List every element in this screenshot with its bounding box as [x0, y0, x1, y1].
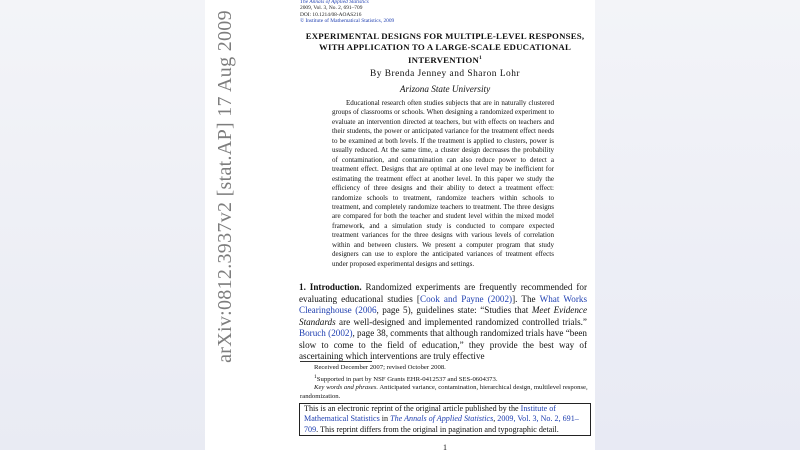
arxiv-stamp: [200, 9, 250, 363]
funding-note: [300, 373, 588, 385]
reprint-notice: [299, 403, 591, 436]
intro-text: are well-designed and implemented randomized controlled trials.”: [335, 316, 587, 327]
journal-header: [300, 0, 394, 24]
intro-text: , page 38, comments that although randomized trials have “been slow to come to the field of education,” they provide the best way of ascertaining which interventions are truly effective: [299, 328, 587, 362]
journal-copyright[interactable]: © Institute of Mathematical Statistics, 2009: [300, 17, 395, 24]
volume-link[interactable]: 2009, Vol. 3, No. 2, 691–709: [304, 414, 579, 434]
journal-volume: 2009, Vol. 3, No. 2, 691–709: [300, 5, 363, 12]
keywords-text: Anticipated variance, contamination, hierarchical design, multilevel response, randomization.: [300, 384, 588, 401]
paper-page: [205, 0, 595, 450]
abstract: Educational research often studies subjects that are in naturally clustered groups of classrooms or schools. When designing a randomized experiment to evaluate an intervention directed at teachers, but with effects on teachers and their students, the power or anticipated variance for the treatment effect needs to be examined at both levels. If the treatment is applied to clusters, power is usually reduced. At the same time, a cluster design decreases the probability of contamination, and contamination can also reduce power to detect a treatment effect. Designs that are optimal at one level may be inefficient for estimating the treatment effect at another level. In this paper we study the efficiency of three designs and their ability to detect a treatment effect: randomize schools to treatment, randomize teachers within schools to treatment, and completely randomize teachers to treatment. The three designs are compared for both the teacher and student level within the mixed model framework, and a simulation study is conducted to compare expected treatment variances for the three designs with various levels of correlation within and between clusters. We present a computer program that study designers can use to explore the anticipated variances of treatment effects under proposed experimental designs and settings.: [332, 99, 554, 268]
title-line: WITH APPLICATION TO A LARGE-SCALE EDUCATIONAL: [318, 42, 572, 53]
authors: By Brenda Jenney and Sharon Lohr: [369, 69, 521, 79]
page-number: 1: [443, 443, 447, 450]
intro-text: , page 5), guidelines state: “Studies that: [376, 305, 532, 316]
affiliation: Arizona State University: [399, 84, 491, 94]
viewer-background-right: [595, 0, 800, 450]
funding-text: Supported in part by NSF Grants EHR-0412537 and SES-0604373.: [316, 375, 498, 383]
journal-link[interactable]: The Annals of Applied Statistics: [390, 414, 494, 424]
intro-text: ]. The: [512, 293, 540, 304]
title-footnote-mark[interactable]: 1: [479, 55, 482, 62]
footnote-mark: 1: [314, 373, 317, 380]
footnote-divider: [300, 361, 372, 362]
keywords: [300, 384, 588, 401]
emphasis-text: Meet Evidence Standards: [299, 305, 588, 327]
paper-title: [300, 31, 590, 67]
keywords-label: Key words and phrases.: [314, 384, 379, 392]
title-line: INTERVENTION: [408, 55, 480, 66]
reprint-text: This is an electronic reprint of the original article published by the: [304, 404, 521, 413]
ims-link[interactable]: Institute of Mathematical Statistics: [304, 404, 556, 424]
title-line: EXPERIMENTAL DESIGNS FOR MULTIPLE-LEVEL RESPONSES,: [305, 31, 585, 41]
citation-link[interactable]: Cook and Payne (2002): [419, 293, 513, 304]
reprint-text: . This reprint differs from the original in pagination and typographic detail.: [316, 424, 559, 434]
introduction-paragraph: [299, 282, 587, 363]
reprint-text: ,: [493, 414, 498, 424]
received-dates: Received December 2007; revised October 2008.: [314, 364, 446, 371]
citation-link[interactable]: What Works Clearinghouse (2006: [299, 293, 587, 316]
section-heading: 1. Introduction.: [299, 282, 362, 292]
reprint-text: in: [379, 414, 391, 424]
intro-text: Randomized experiments are frequently recommended for evaluating educational studies [: [299, 282, 587, 304]
arxiv-stamp-text: arXiv:0812.3937v2 [stat.AP] 17 Aug 2009: [213, 9, 236, 363]
journal-name[interactable]: The Annals of Applied Statistics: [300, 0, 369, 5]
citation-link[interactable]: Boruch (2002): [299, 328, 353, 339]
viewer-background-left: [0, 0, 205, 450]
footnotes: [300, 364, 588, 402]
journal-doi[interactable]: DOI: 10.1214/08-AOAS216: [300, 11, 362, 18]
